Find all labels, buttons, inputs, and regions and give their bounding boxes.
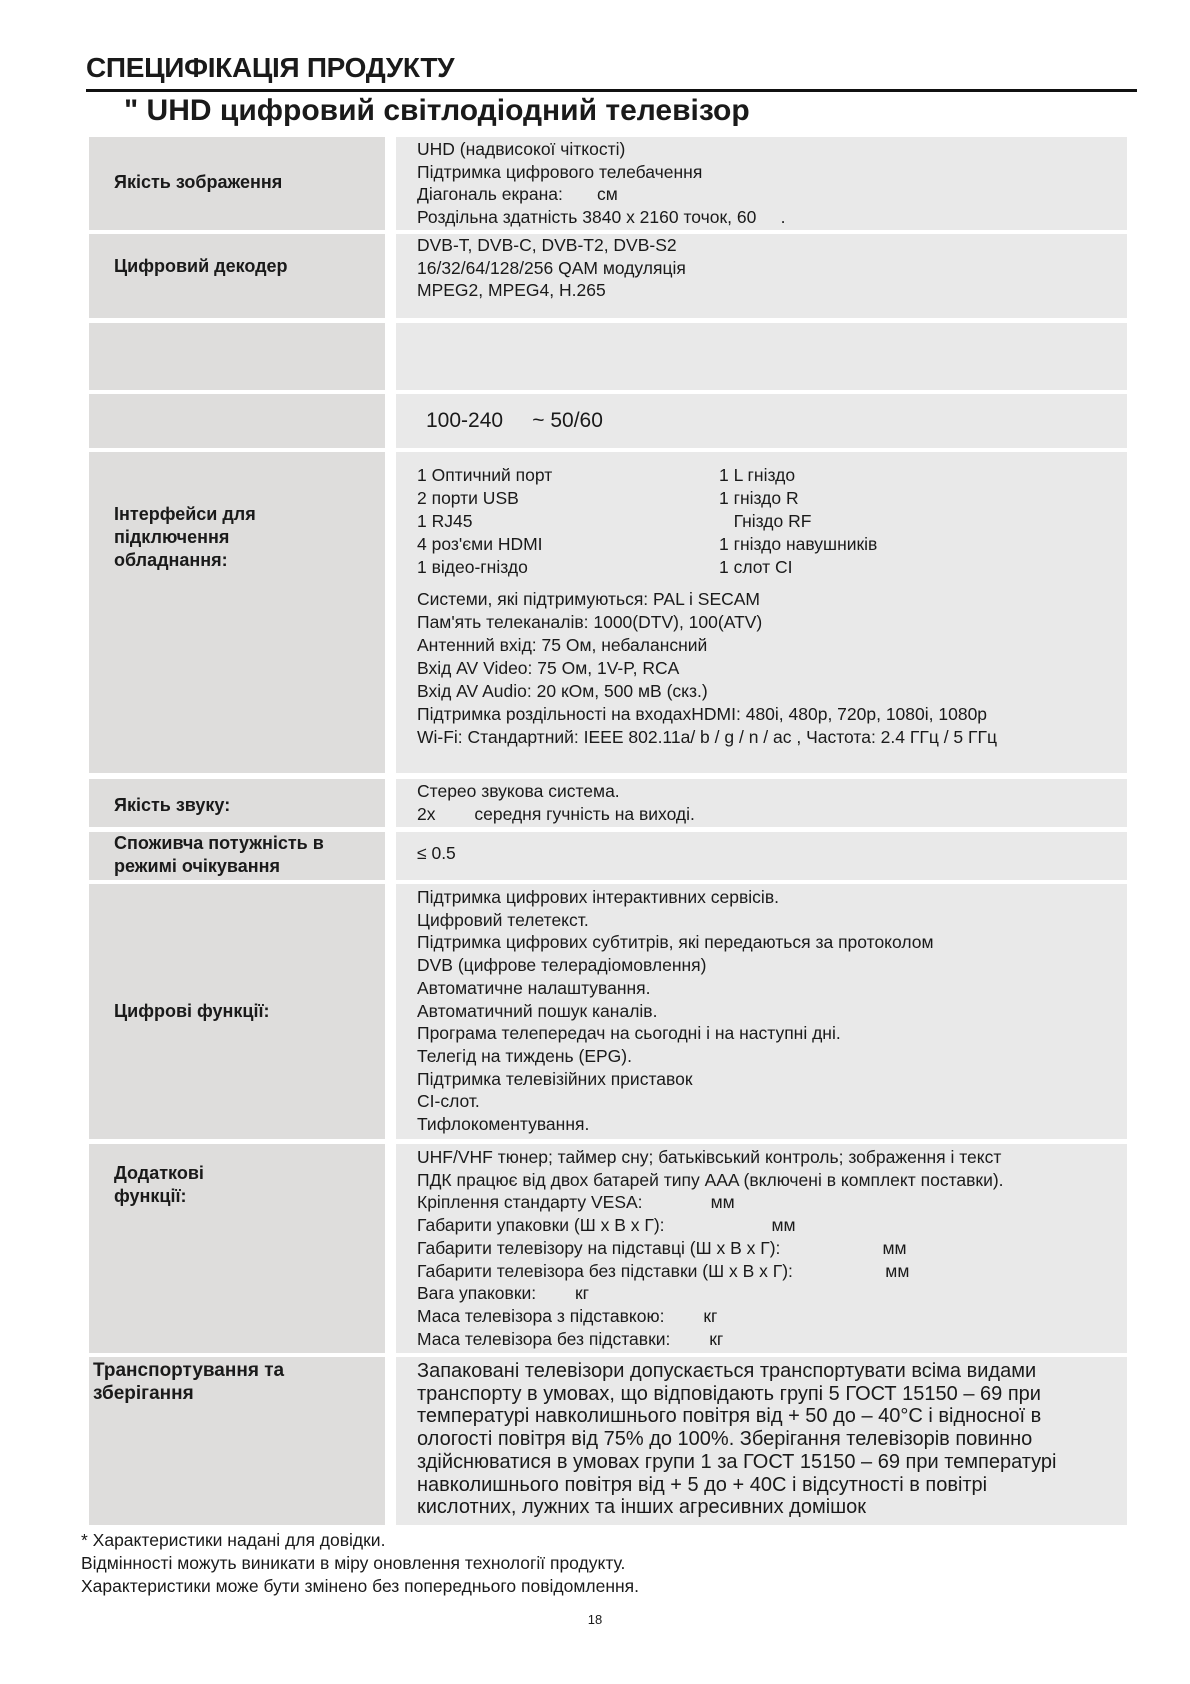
spec-label-line: функції: (114, 1186, 187, 1206)
spec-line: Wi-Fi: Стандартний: IEEE 802.11a/ b / g / n / ac , Частота: 2.4 ГГц / 5 ГГц (417, 727, 997, 747)
port-item: 1 слот CI (719, 557, 793, 577)
spec-label (114, 1162, 204, 1208)
spec-line: Пам'ять телеканалів: 1000(DTV), 100(ATV) (417, 612, 763, 632)
spec-value (417, 842, 456, 865)
spec-value-cell (396, 832, 1127, 880)
spec-label-cell (89, 452, 385, 773)
spec-line: 100-240 ~ 50/60 (426, 409, 603, 432)
spec-value (417, 886, 934, 1136)
spec-value (417, 138, 786, 229)
spec-value-cell (396, 394, 1127, 448)
title-divider (86, 89, 1137, 92)
spec-label-cell (89, 394, 385, 448)
spec-line: Габарити телевізора без підставки (Ш x В x Г): мм (417, 1260, 910, 1281)
spec-line: DVB (цифрове телерадіомовлення) (417, 955, 707, 976)
port-item: 1 відео-гніздо (417, 557, 528, 577)
spec-value (417, 1360, 1057, 1519)
spec-line: Вхід AV Audio: 20 кОм, 500 мВ (скз.) (417, 681, 708, 701)
spec-label-cell (89, 779, 385, 827)
spec-label-cell (89, 137, 385, 230)
spec-label-cell (89, 1144, 385, 1353)
spec-label: Цифровий декодер (114, 256, 288, 276)
spec-line: Запаковані телевізори допускається транспортувати всіма видами (417, 1360, 1037, 1382)
spec-line: Габарити упаковки (Ш x В x Г): мм (417, 1215, 796, 1236)
page-number: 18 (587, 1612, 603, 1627)
page-title: СПЕЦИФІКАЦІЯ ПРОДУКТУ (86, 52, 455, 83)
spec-line: UHD (надвисокої чіткості) (417, 139, 626, 159)
spec-label-cell (89, 234, 385, 318)
footnote: Відмінності можуть виникати в міру оновлення технології продукту. (81, 1553, 626, 1573)
spec-line: UHF/VHF тюнер; таймер сну; батьківський контроль; зображення і текст (417, 1147, 1002, 1167)
spec-value (417, 464, 997, 749)
port-item: 1 гніздо R (719, 488, 799, 508)
spec-line: Автоматичне налаштування. (417, 977, 651, 998)
spec-label-line: режимі очікування (114, 856, 281, 876)
spec-line: температурі навколишнього повітря від + 50 до – 40°С і відносної в (417, 1405, 1042, 1428)
port-item: 1 RJ45 (417, 511, 473, 531)
port-item: 2 порти USB (417, 488, 519, 508)
spec-line: Кріплення стандарту VESA: мм (417, 1192, 735, 1213)
spec-value (417, 780, 695, 825)
spec-label: Цифрові функції: (114, 1001, 270, 1021)
spec-line: Підтримка цифрових інтерактивних сервісів. (417, 887, 779, 907)
spec-line: навколишнього повітря від + 5 до + 40С і відсутності в повітрі (417, 1473, 988, 1496)
spec-value-cell (396, 452, 1127, 773)
spec-label (114, 832, 324, 878)
spec-label-line: зберігання (93, 1383, 194, 1404)
spec-line: Вхід AV Video: 75 Ом, 1V-P, RCA (417, 658, 680, 678)
spec-label-cell (89, 1357, 385, 1525)
spec-line: 2x середня гучність на виході. (417, 803, 695, 824)
spec-line: Підтримка роздільності на входахHDMI: 480i, 480p, 720p, 1080i, 1080p (417, 704, 988, 724)
spec-label-line: Транспортування та (93, 1360, 285, 1381)
spec-line: Тифлокоментування. (417, 1114, 590, 1135)
spec-label-cell (89, 323, 385, 390)
product-subtitle: " UHD цифровий світлодіодний телевізор (124, 94, 750, 127)
spec-line: Діагональ екрана: см (417, 184, 618, 205)
spec-value (417, 1146, 1004, 1350)
spec-label (93, 1359, 284, 1405)
port-item: 1 L гніздо (719, 465, 796, 485)
spec-line: Маса телевізора без підставки: кг (417, 1328, 724, 1349)
spec-line: Роздільна здатність 3840 x 2160 точок, 60 . (417, 207, 786, 228)
spec-line: CI-слот. (417, 1091, 480, 1112)
spec-label-line: підключення (114, 527, 230, 547)
spec-line: MPEG2, MPEG4, H.265 (417, 280, 606, 301)
spec-line: транспорту в умовах, що відповідають групі 5 ГОСТ 15150 – 69 при (417, 1382, 1041, 1405)
spec-line: Стерео звукова система. (417, 781, 620, 801)
spec-line: Підтримка цифрового телебачення (417, 161, 703, 182)
spec-value-cell (396, 779, 1127, 827)
spec-line: Габарити телевізору на підставці (Ш x В x Г): мм (417, 1237, 907, 1258)
spec-line: здійснюватися в умовах групи 1 за ГОСТ 15150 – 69 при температурі (417, 1450, 1057, 1473)
spec-value (417, 234, 686, 302)
spec-line: Цифровий телетекст. (417, 909, 589, 930)
spec-value-cell (396, 1144, 1127, 1353)
spec-line: Антенний вхід: 75 Ом, небалансний (417, 635, 708, 655)
spec-label-line: Споживча потужність в (114, 833, 324, 853)
spec-line: Підтримка цифрових субтитрів, які передаються за протоколом (417, 932, 934, 953)
spec-line: ПДК працює від двох батарей типу AAA (включені в комплект поставки). (417, 1169, 1004, 1190)
spec-value-cell (396, 234, 1127, 318)
spec-value (426, 410, 603, 433)
port-item: 4 роз'єми HDMI (417, 534, 543, 554)
spec-label: Якість звуку: (114, 795, 231, 815)
spec-line: DVB-T, DVB-C, DVB-T2, DVB-S2 (417, 235, 677, 255)
port-item: 1 гніздо навушників (719, 534, 878, 554)
port-item: Гніздо RF (719, 511, 812, 531)
spec-value-cell (396, 1357, 1127, 1525)
spec-line: ологості повітря від 75% до 100%. Зберігання телевізорів повинно (417, 1428, 1033, 1451)
spec-label (114, 503, 256, 572)
spec-line: Підтримка телевізійних приставок (417, 1068, 693, 1089)
ports-list (417, 464, 997, 588)
spec-line: Програма телепередач на сьогодні і на наступні дні. (417, 1023, 841, 1044)
spec-line: ≤ 0.5 (417, 843, 456, 863)
spec-line: 16/32/64/128/256 QAM модуляція (417, 257, 686, 278)
spec-label-line: обладнання: (114, 550, 228, 570)
spec-label: Якість зображення (114, 172, 283, 192)
spec-line: Телегід на тиждень (EPG). (417, 1045, 632, 1066)
spec-label-cell (89, 884, 385, 1139)
spec-line: Маса телевізора з підставкою: кг (417, 1305, 718, 1326)
spec-line: Автоматичний пошук каналів. (417, 1000, 658, 1021)
spec-label-cell (89, 832, 385, 880)
port-item: 1 Оптичний порт (417, 465, 553, 485)
footnote: * Характеристики надані для довідки. (81, 1530, 386, 1550)
spec-label-line: Додаткові (114, 1163, 204, 1183)
spec-value-cell (396, 137, 1127, 230)
spec-label-line: Інтерфейси для (114, 504, 256, 524)
spec-line: Вага упаковки: кг (417, 1283, 590, 1304)
spec-value-cell (396, 884, 1127, 1139)
footnote: Характеристики може бути змінено без попереднього повідомлення. (81, 1576, 639, 1596)
spec-line: кислотних, лужних та інших агресивних домішок (417, 1496, 867, 1519)
spec-value-cell (396, 323, 1127, 390)
spec-line: Системи, які підтримуються: PAL і SECAM (417, 589, 761, 609)
